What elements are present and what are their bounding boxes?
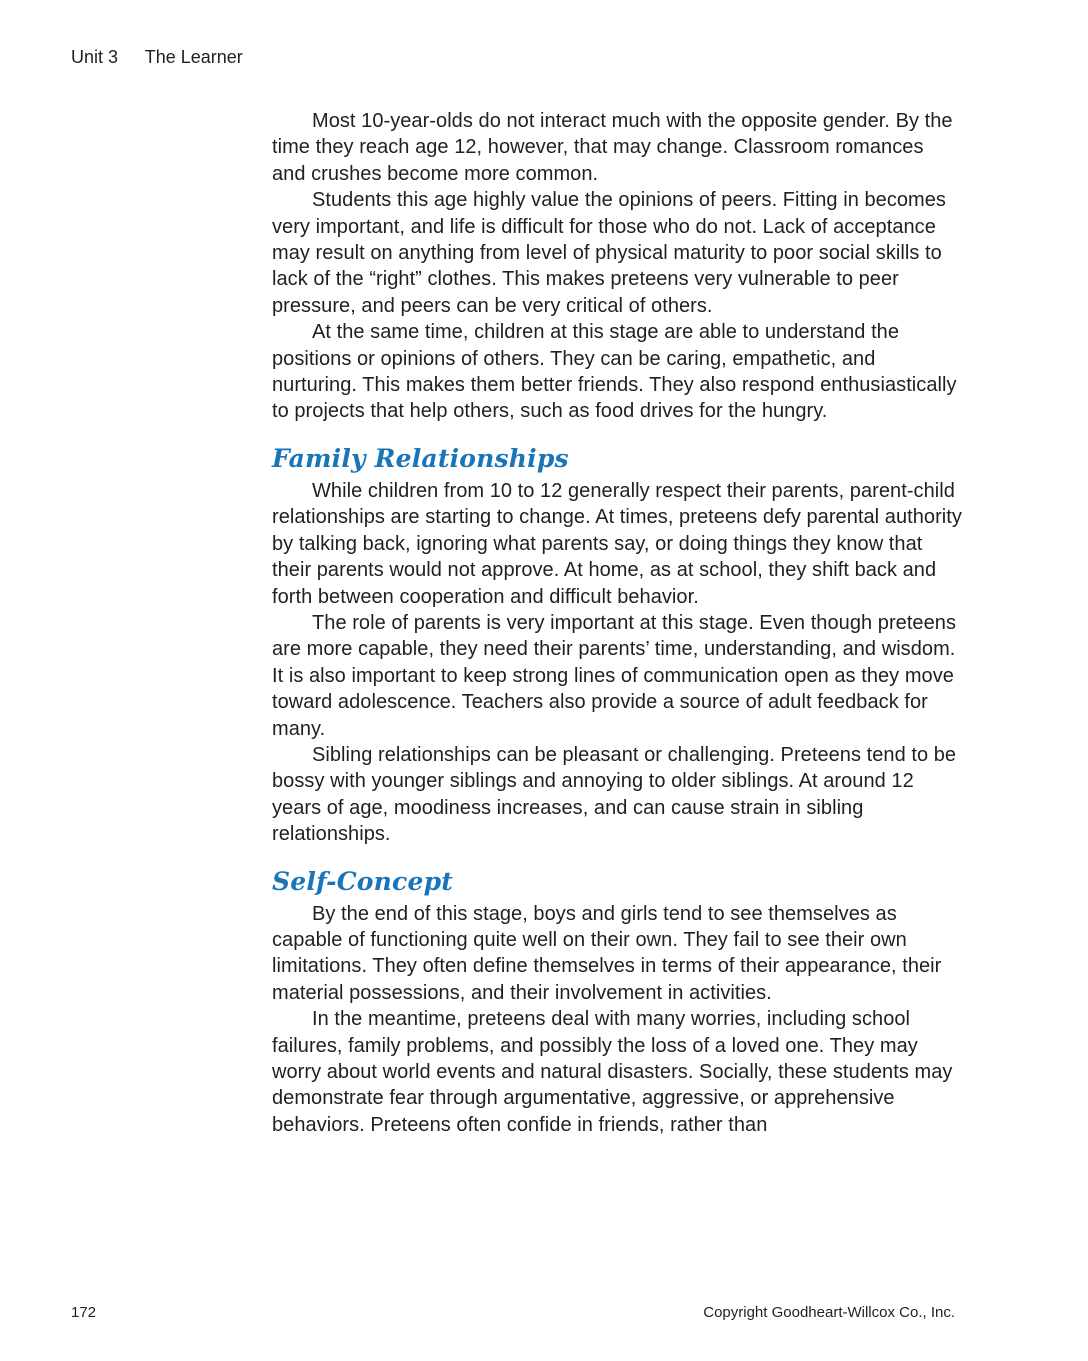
section-heading-family-relationships: Family Relationships <box>272 443 569 473</box>
body-paragraph: At the same time, children at this stage are able to understand the positions or opinions of others. They can be caring, empathetic, and nurturing. This makes them better friends. They also respond enthusiastically to projects that help others, such as food drives for the hungry. <box>272 321 957 423</box>
page-body <box>272 108 962 1138</box>
running-head <box>71 46 243 68</box>
body-paragraph: Most 10-year-olds do not interact much with the opposite gender. By the time they reach age 12, however, that may change. Classroom romances and crushes become more common. <box>272 110 953 185</box>
body-paragraph: Sibling relationships can be pleasant or challenging. Preteens tend to be bossy with younger siblings and annoying to older siblings. At around 12 years of age, moodiness increases, and can cause strain in sibling relationships. <box>272 743 957 846</box>
body-paragraph: While children from 10 to 12 generally respect their parents, parent-child relationships are starting to change. At times, preteens defy parental authority by talking back, ignoring what parents say, or doing things they know that their parents would not approve. At home, as at school, they shift back and forth between cooperation and difficult behavior. <box>272 479 962 608</box>
copyright-notice: Copyright Goodheart-Willcox Co., Inc. <box>703 1304 955 1321</box>
body-paragraph: In the meantime, preteens deal with many worries, including school failures, family problems, and possibly the loss of a loved one. They may worry about world events and natural disasters. Socially, these students may demonstrate fear through argumentative, aggressive, or apprehensive behaviors. Preteens often confide in friends, rather than <box>272 1008 953 1136</box>
body-paragraph: The role of parents is very important at this stage. Even though preteens are more capable, they need their parents’ time, understanding, and wisdom. It is also important to keep strong lines of communication open as they move toward adolescence. Teachers also provide a source of adult feedback for many. <box>272 611 957 740</box>
unit-title: The Learner <box>144 47 243 67</box>
page-number: 172 <box>71 1304 97 1321</box>
body-paragraph: By the end of this stage, boys and girls tend to see themselves as capable of functioning quite well on their own. They fail to see their own limitations. They often define themselves in terms of their appearance, their material possessions, and their involvement in activities. <box>272 902 942 1004</box>
section-heading-self-concept: Self-Concept <box>272 866 454 896</box>
unit-label: Unit 3 <box>71 47 119 67</box>
body-paragraph: Students this age highly value the opinions of peers. Fitting in becomes very important, and life is difficult for those who do not. Lack of acceptance may result on anything from level of physical maturity to poor social skills to lack of the “right” clothes. This makes preteens very vulnerable to peer pressure, and peers can be very critical of others. <box>272 189 946 317</box>
